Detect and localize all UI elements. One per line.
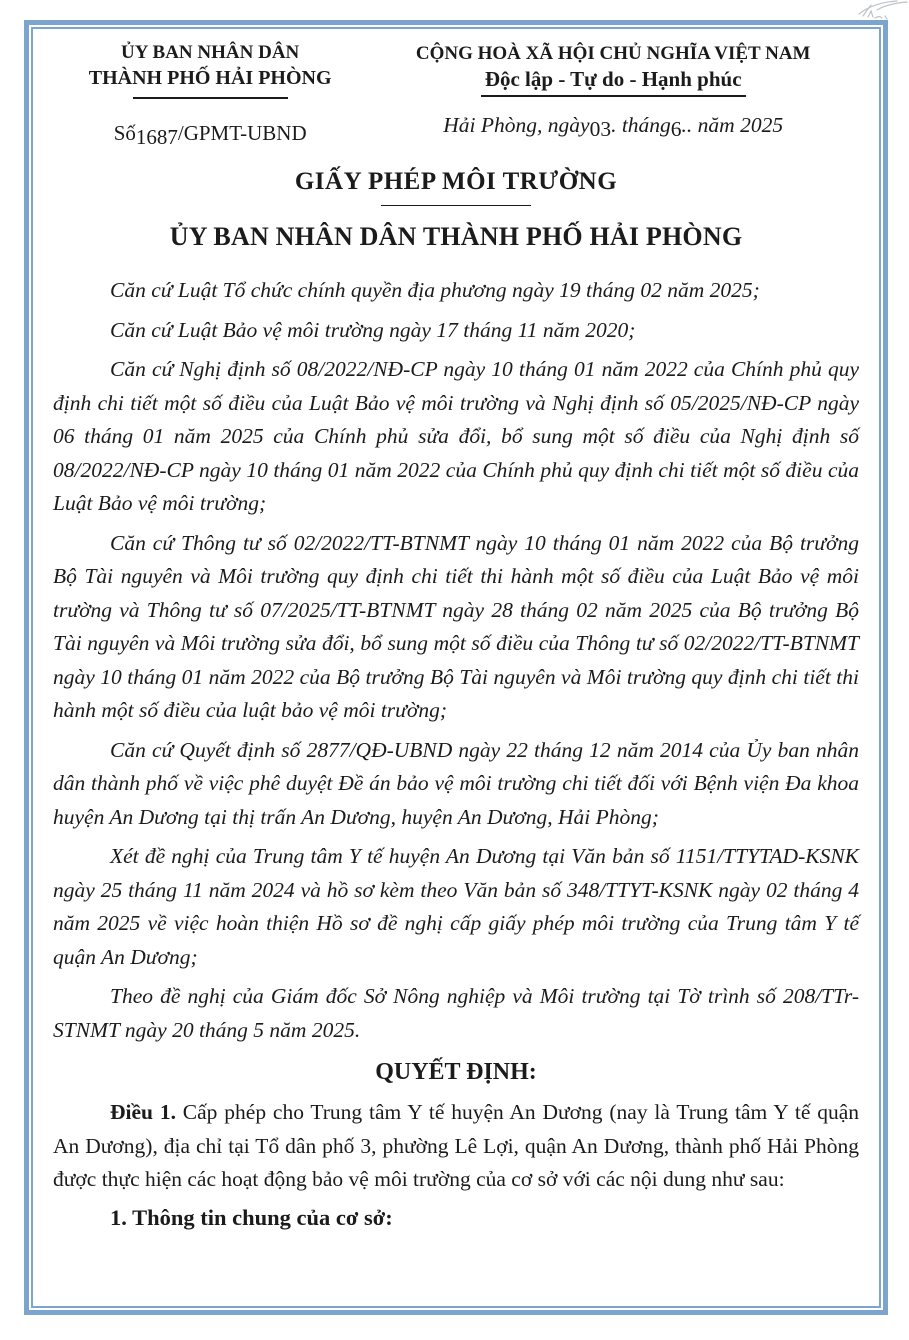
recital-paragraph: Căn cứ Luật Bảo vệ môi trường ngày 17 tháng 11 năm 2020; — [110, 317, 636, 342]
document-number-value: 1687 — [135, 125, 178, 149]
place-date-line — [367, 113, 859, 141]
issuing-authority-line2: THÀNH PHỐ HẢI PHÒNG — [88, 67, 332, 89]
section-1-heading: 1. Thông tin chung của cơ sở: — [110, 1204, 393, 1230]
article-1-text: Cấp phép cho Trung tâm Y tế huyện An Dương (nay là Trung tâm Y tế quận An Dương), địa chỉ tại Tổ dân phố 3, phường Lê Lợi, quận An Dương, thành phố Hải Phòng được thực hiện các hoạt động bảo vệ môi trường của cơ sở với các nội dung như sau: — [53, 1100, 859, 1191]
date-dot2: .. — [681, 113, 693, 137]
recital-paragraph: Căn cứ Luật Tổ chức chính quyền địa phương ngày 19 tháng 02 năm 2025; — [110, 278, 760, 302]
authority-underline — [133, 97, 288, 99]
date-part1: Hải Phòng, ngày — [443, 113, 590, 137]
recital-paragraph: Căn cứ Quyết định số 2877/QĐ-UBND ngày 22 tháng 12 năm 2014 của Ủy ban nhân dân thành phố về việc phê duyệt Đề án bảo vệ môi trường chi tiết đối với Bệnh viện Đa khoa huyện An Dương tại thị trấn An Dương, huyện An Dương, Hải Phòng; — [53, 737, 859, 829]
document-number-line — [53, 121, 367, 149]
recital-paragraph: Theo đề nghị của Giám đốc Sở Nông nghiệp và Môi trường tại Tờ trình số 208/TTr-STNMT ngày 20 tháng 5 năm 2025. — [53, 984, 859, 1042]
decision-heading: QUYẾT ĐỊNH: — [375, 1059, 537, 1085]
issuing-authority-line1: ỦY BAN NHÂN DÂN — [121, 42, 300, 63]
recital-paragraph: Căn cứ Thông tư số 02/2022/TT-BTNMT ngày 10 tháng 01 năm 2022 của Bộ trưởng Bộ Tài nguyên và Môi trường quy định chi tiết thi hành một số điều của Luật Bảo vệ môi trường và Thông tư số 07/2025/TT-BTNMT ngày 28 tháng 02 năm 2025 của Bộ trưởng Bộ Tài nguyên và Môi trường sửa đổi, bổ sung một số điều của Thông tư số 02/2022/TT-BTNMT ngày 10 tháng 01 năm 2022 của Bộ trưởng Bộ Tài nguyên và Môi trường quy định chi tiết thi hành một số điều của luật bảo vệ môi trường; — [53, 530, 859, 722]
article-1-label: Điều 1. — [110, 1100, 176, 1124]
title-underline — [381, 205, 531, 206]
page-border-frame — [24, 20, 888, 1315]
date-day-value: 03 — [589, 117, 612, 141]
national-motto-block — [367, 41, 859, 146]
issuing-authority-block — [53, 41, 367, 149]
date-part3: năm 2025 — [692, 113, 784, 137]
date-month-value: 6 — [670, 117, 682, 141]
recital-paragraph: Căn cứ Nghị định số 08/2022/NĐ-CP ngày 10 tháng 01 năm 2022 của Chính phủ quy định chi tiết một số điều của Luật Bảo vệ môi trường và Nghị định số 05/2025/NĐ-CP ngày 06 tháng 01 năm 2025 của Chính phủ sửa đổi, bổ sung một số điều của Nghị định số 08/2022/NĐ-CP ngày 10 tháng 01 năm 2022 của Chính phủ quy định chi tiết một số điều của Luật Bảo vệ môi trường; — [53, 357, 859, 515]
national-motto: Độc lập - Tự do - Hạnh phúc — [481, 66, 746, 97]
date-part2: tháng — [616, 113, 671, 137]
document-title: GIẤY PHÉP MÔI TRƯỜNG — [294, 168, 618, 195]
document-number-suffix: /GPMT-UBND — [177, 121, 307, 145]
document-body — [53, 274, 859, 1231]
national-title: CỘNG HOÀ XÃ HỘI CHỦ NGHĨA VIỆT NAM — [415, 43, 811, 64]
document-number-prefix: Số — [113, 121, 136, 145]
article-1-paragraph — [53, 1096, 859, 1197]
recital-paragraph: Xét đề nghị của Trung tâm Y tế huyện An Dương tại Văn bản số 1151/TTYTAD-KSNK ngày 25 tháng 11 năm 2024 và hồ sơ kèm theo Văn bản số 348/TTYT-KSNK ngày 02 tháng 4 năm 2025 về việc hoàn thiện Hồ sơ đề nghị cấp giấy phép môi trường của Trung tâm Y tế quận An Dương; — [53, 844, 859, 969]
document-header — [53, 41, 859, 149]
page-content-area — [31, 27, 881, 1308]
document-subtitle: ỦY BAN NHÂN DÂN THÀNH PHỐ HẢI PHÒNG — [169, 222, 743, 251]
date-dot1: . — [611, 113, 617, 137]
